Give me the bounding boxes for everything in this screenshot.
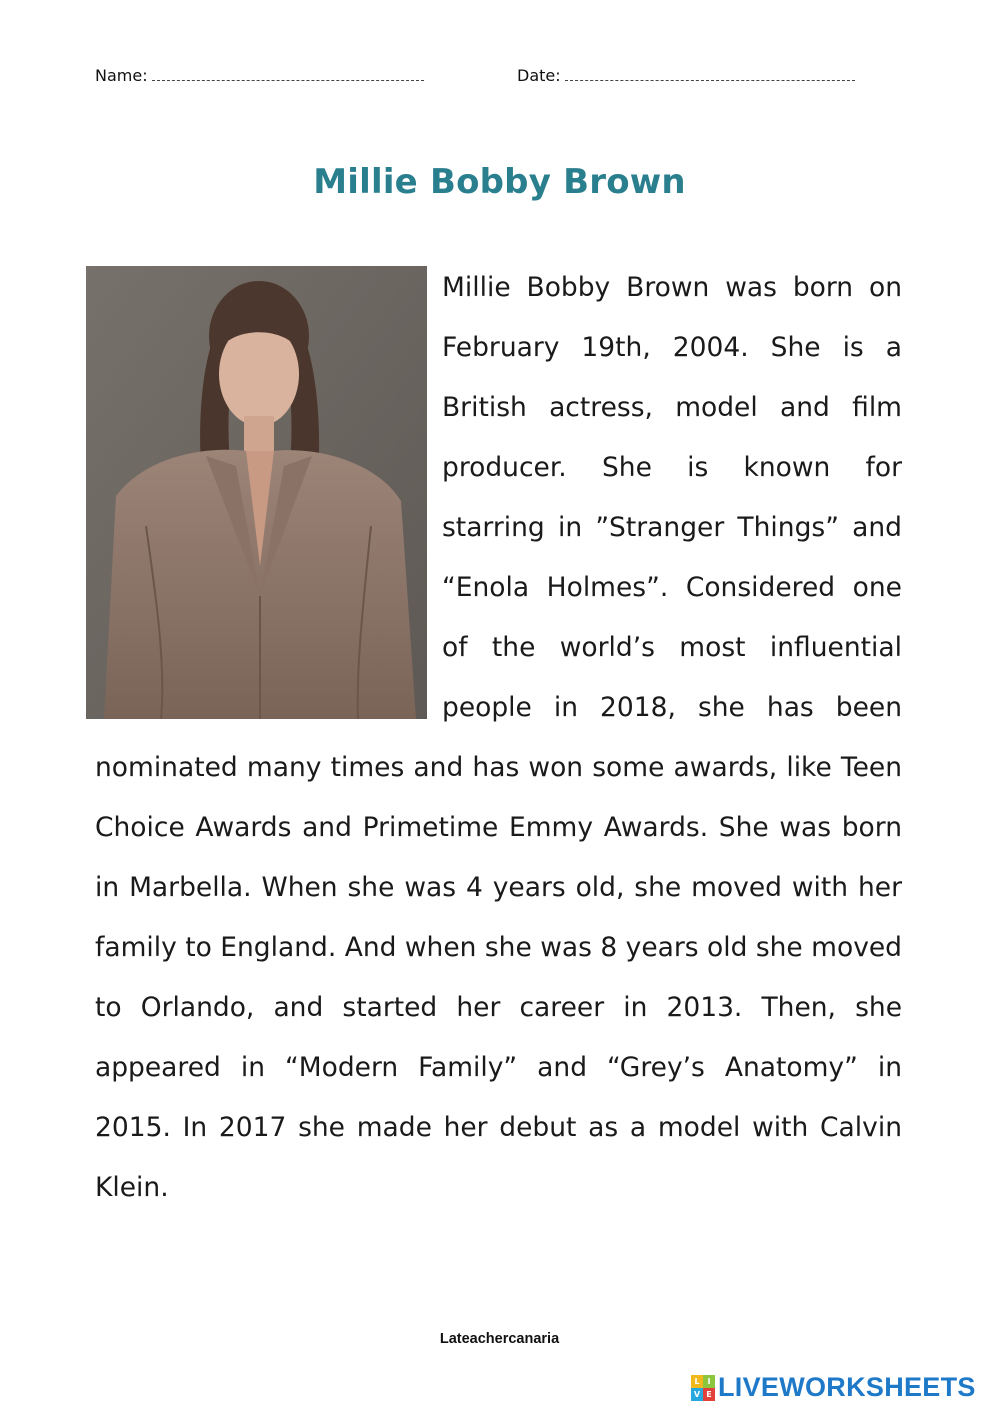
name-label: Name: (95, 66, 148, 85)
date-field[interactable] (517, 66, 855, 85)
name-blank-line[interactable] (152, 68, 424, 81)
article-text: Millie Bobby Brown was born on February 19th, 2004. She is a British actress, model and film producer. She is known for starring in ”Stranger Things” and “Enola Holmes”. Considered one of the world’s most influential people in 2018, she has been nominated many times and has won some awards, like Teen Choice Awards and Primetime Emmy Awards. She was born in Marbella. When she was 4 years old, she moved with her family to England. And when she was 8 years old she moved to Orlando, and started her career in 2013. Then, she appeared in “Modern Family” and “Grey’s Anatomy” in 2015. In 2017 she made her debut as a model with Calvin Klein. (95, 272, 902, 1203)
page-title: Millie Bobby Brown (313, 162, 686, 202)
date-blank-line[interactable] (565, 68, 855, 81)
date-label: Date: (517, 66, 561, 85)
logo-letter-e: E (703, 1388, 715, 1401)
liveworksheets-logo[interactable] (691, 1372, 976, 1403)
liveworksheets-brand-text: LIVEWORKSHEETS (718, 1372, 976, 1402)
footer-credit: Lateachercanaria (439, 1331, 560, 1347)
logo-letter-v: V (691, 1388, 703, 1401)
portrait-illustration (86, 266, 427, 719)
logo-letter-i: I (703, 1375, 715, 1388)
name-field[interactable] (95, 66, 424, 85)
portrait-photo (86, 266, 427, 719)
liveworksheets-logo-icon (691, 1375, 715, 1401)
article (95, 258, 902, 1218)
logo-letter-l: L (691, 1375, 703, 1388)
